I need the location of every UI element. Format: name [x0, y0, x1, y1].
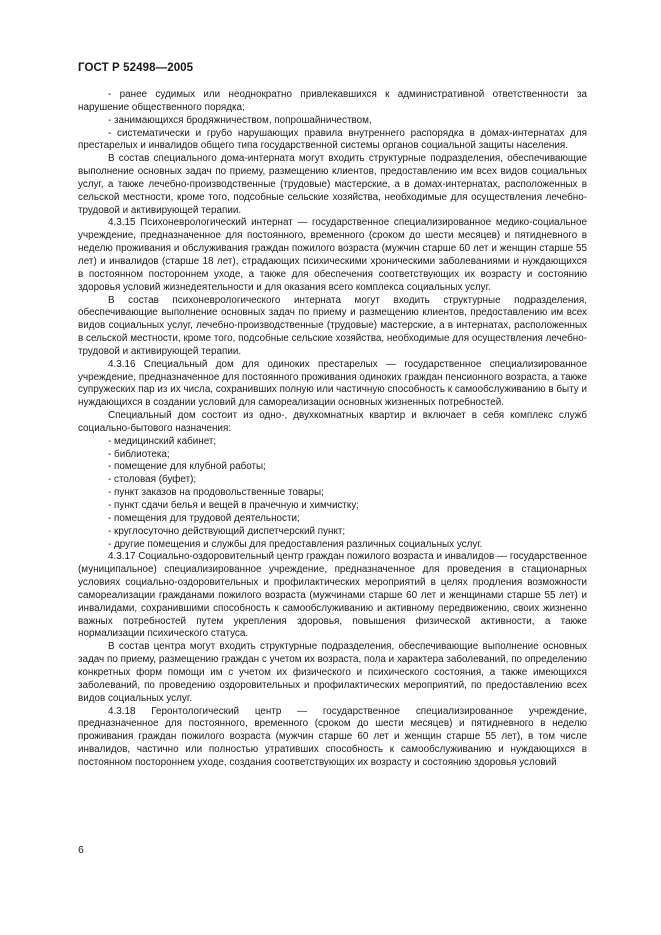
list-item: - столовая (буфет); [108, 474, 197, 486]
list-item: - помещение для клубной работы; [108, 461, 266, 473]
list-item: - другие помещения и службы для предоставления различных социальных услуг. [108, 538, 483, 550]
clause-4-3-18: 4.3.18 Геронтологический центр — государственное специализированное учреждение, предназначенное для постоянного, временного (сроком до шести месяцев) и пятидневного в неделю проживания граждан пожилого возраста (мужчин старше 60 лет и женщин старше 55 лет), в том числе инвалидов, частично или полностью утративших способность к самообслуживанию и нуждающихся в постоянном постороннем уходе, создания соответствующих их возрасту и состоянию здоровья условий [78, 705, 587, 768]
clause-4-3-17: 4.3.17 Социально-оздоровительный центр граждан пожилого возраста и инвалидов — государственное (муниципальное) специализированное учреждение, предназначенное для проведения в стационарных условиях социально-оздоровительных и профилактических мероприятий в целях продления возможности самореализации гражданами пожилого возраста (мужчинами старше 60 лет и женщинами старше 55 лет) и инвалидами, сохранившими способность к самообслуживанию и активному передвижению, своих жизненно важных потребностей путем укрепления здоровья, повышения физической активности, а также нормализации психического статуса. [78, 551, 587, 640]
list-item: - систематически и грубо нарушающих правила внутреннего распорядка в домах-интернатах для престарелых и инвалидов общего типа государственной системы органов социальной защиты населения. [78, 127, 587, 152]
paragraph: Специальный дом состоит из одно-, двухкомнатных квартир и включает в себя комплекс служб социально-бытового назначения: [78, 410, 587, 434]
clause-4-3-15: 4.3.15 Психоневрологический интернат — государственное специализированное медико-социальное учреждение, предназначенное для постоянного, временного (сроком до шести месяцев) и пятидневного в неделю проживания и обслуживания граждан пожилого возраста (мужчин старше 60 лет и женщин старше 55 лет) и инвалидов (старше 18 лет), страдающих психическими хроническими заболеваниями и нуждающихся в постоянном постороннем уходе, а также для обеспечения соответствующих их возрасту и состоянию здоровья условий жизнедеятельности и для оказания всего комплекса социальных услуг. [78, 217, 587, 293]
page-number: 6 [78, 844, 84, 856]
paragraph: В состав психоневрологического интерната могут входить структурные подразделения, обеспечивающие выполнение основных задач по приему и размещению клиентов, предоставлению им всех видов социальных услуг, лечебно-производственные (трудовые) мастерские, а в интернатах, расположенных в сельской местности, кроме того, подсобные сельские хозяйства, необходимые для осуществления лечебно-трудовой и активирующей терапии. [78, 294, 587, 357]
list-item: - помещения для трудовой деятельности; [108, 512, 300, 524]
paragraph: В состав специального дома-интерната могут входить структурные подразделения, обеспечивающие выполнение основных задач по приему, размещению клиентов, предоставлению им всех видов социальных услуг, а также лечебно-производственные (трудовые) мастерские, а в домах-интернатах, расположенных в сельской местности, кроме того, подсобные сельские хозяйства, необходимые для осуществления лечебно-трудовой и активирующей терапии. [78, 153, 587, 216]
clause-4-3-16: 4.3.16 Специальный дом для одиноких престарелых — государственное специализированное учреждение, предназначенное для постоянного проживания одиноких граждан пенсионного возраста, а также супружеских пар из их числа, сохранивших полную или частичную способность к самообслуживанию в быту и нуждающихся в создании условий для самореализации основных жизненных потребностей. [78, 358, 587, 409]
list-item: - библиотека; [108, 448, 170, 460]
list-item: - пункт сдачи белья и вещей в прачечную и химчистку; [108, 500, 360, 511]
list-item: - медицинский кабинет; [108, 435, 217, 447]
list-item: - круглосуточно действующий диспетчерский пункт; [108, 525, 346, 537]
list-item: - пункт заказов на продовольственные товары; [108, 487, 324, 499]
paragraph: В состав центра могут входить структурные подразделения, обеспечивающие выполнение основных задач по приему, размещению граждан с учетом их возраста, пола и характера заболеваний, по определению конкретных форм помощи им с учетом их физического и психического состояния, а также имеющихся заболеваний, по проведению оздоровительных и профилактических мероприятий, по предоставлению всех видов социальных услуг. [78, 641, 587, 704]
document-code-header: ГОСТ Р 52498—2005 [78, 62, 194, 74]
list-item: - ранее судимых или неоднократно привлекавшихся к административной ответственности за нарушение общественного порядка; [78, 89, 587, 113]
document-body [78, 89, 587, 770]
list-item: - занимающихся бродяжничеством, попрошайничеством, [108, 114, 372, 126]
